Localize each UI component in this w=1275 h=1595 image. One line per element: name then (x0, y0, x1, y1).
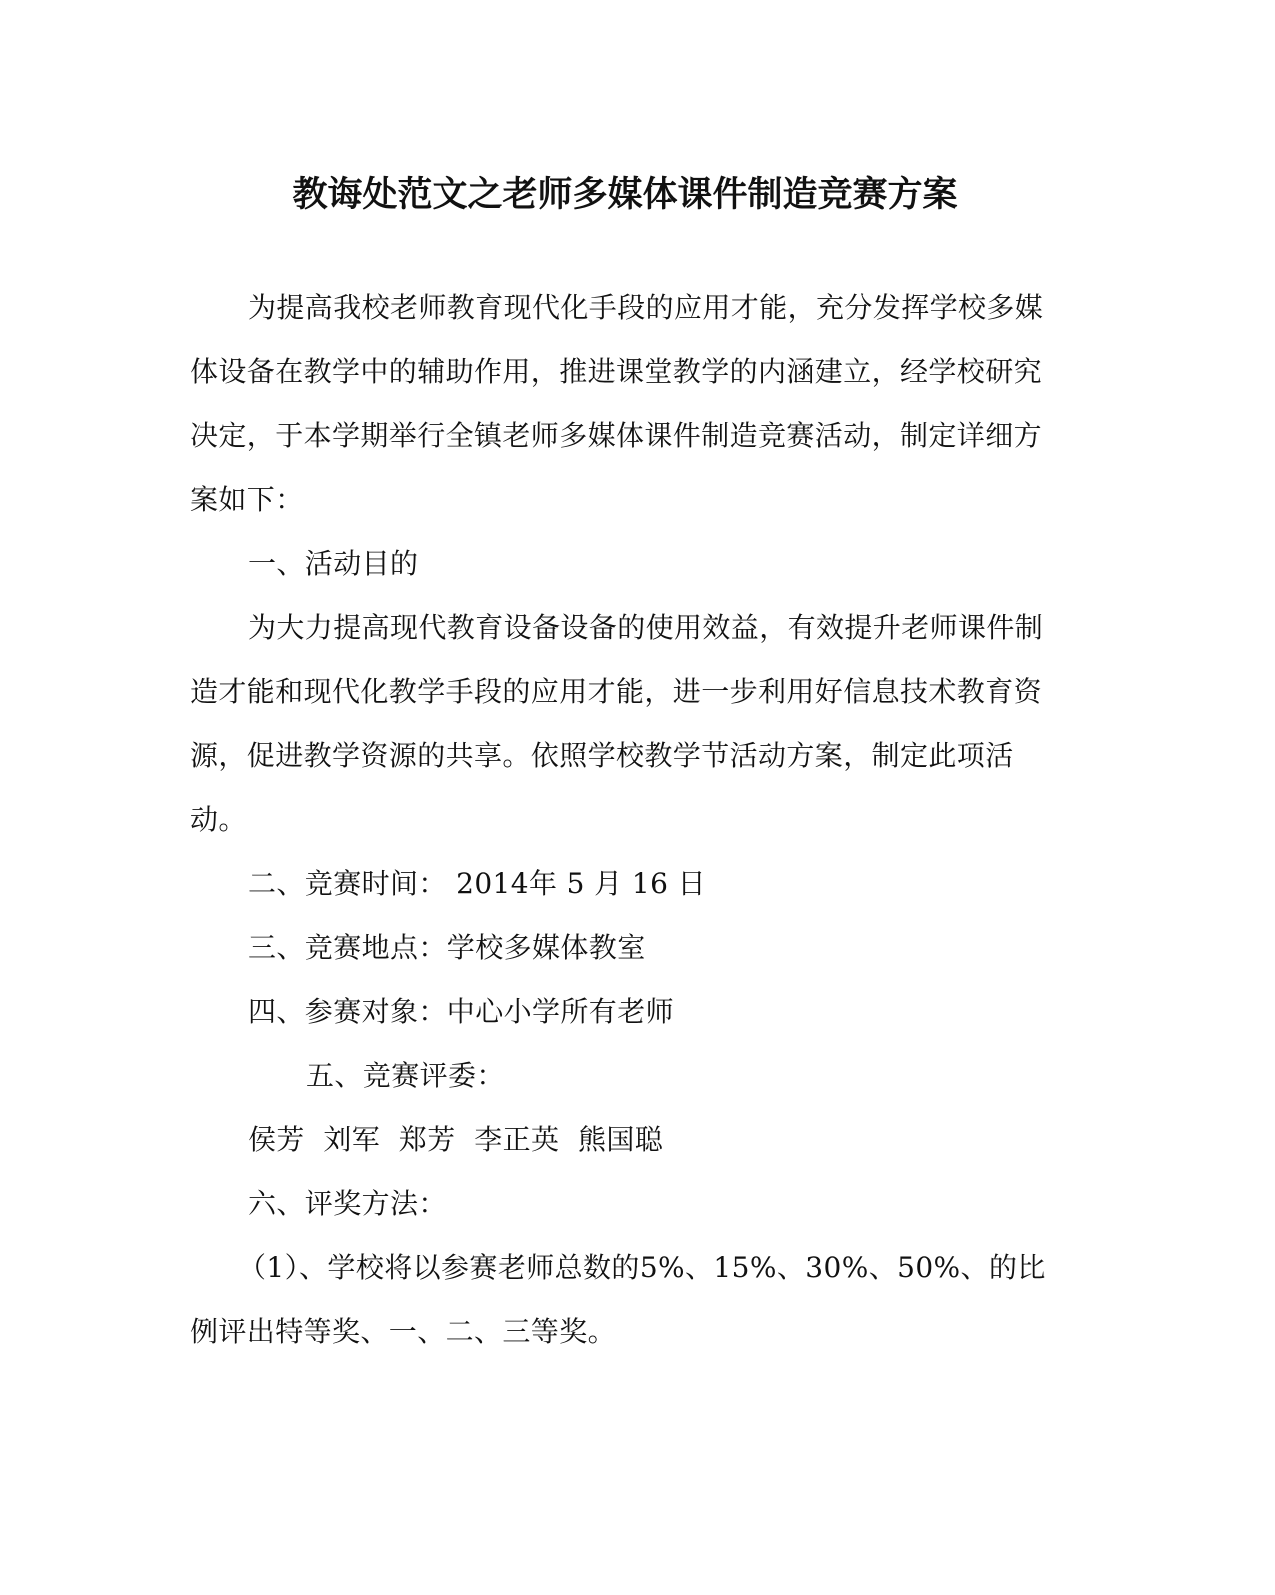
award-method-item-1-text: （1）、学校将以参赛老师总数的5%、15%、30%、50%、的比例评出特等奖、一、二、三等奖。 (190, 1251, 1046, 1348)
intro-paragraph: 为提高我校老师教育现代化手段的应用才能，充分发挥学校多媒体设备在教学中的辅助作用，推进课堂教学的内涵建立，经学校研究决定，于本学期举行全镇老师多媒体课件制造竞赛活动，制定详细方案如下： (190, 291, 1044, 516)
section-participants: 四、参赛对象：中心小学所有老师 (248, 995, 675, 1028)
section-competition-time: 二、竞赛时间： 2014年 5 月 16 日 (248, 867, 707, 900)
purpose-paragraph: 为大力提高现代教育设备设备的使用效益，有效提升老师课件制造才能和现代化教学手段的应用才能，进一步利用好信息技术教育资源，促进教学资源的共享。依照学校教学节活动方案，制定此项活动。 (190, 611, 1044, 836)
section-award-method: 六、评奖方法： (248, 1187, 447, 1220)
award-method-item-1 (190, 1236, 1055, 1364)
document-title: 教诲处范文之老师多媒体课件制造竞赛方案 (292, 174, 958, 215)
judges-list: 侯芳 刘军 郑芳 李正英 熊国聪 (248, 1123, 664, 1156)
section-judges-heading: 五、竞赛评委： (306, 1059, 505, 1092)
section-heading-purpose: 一、活动目的 (248, 547, 419, 580)
section-competition-location: 三、竞赛地点：学校多媒体教室 (248, 931, 646, 964)
